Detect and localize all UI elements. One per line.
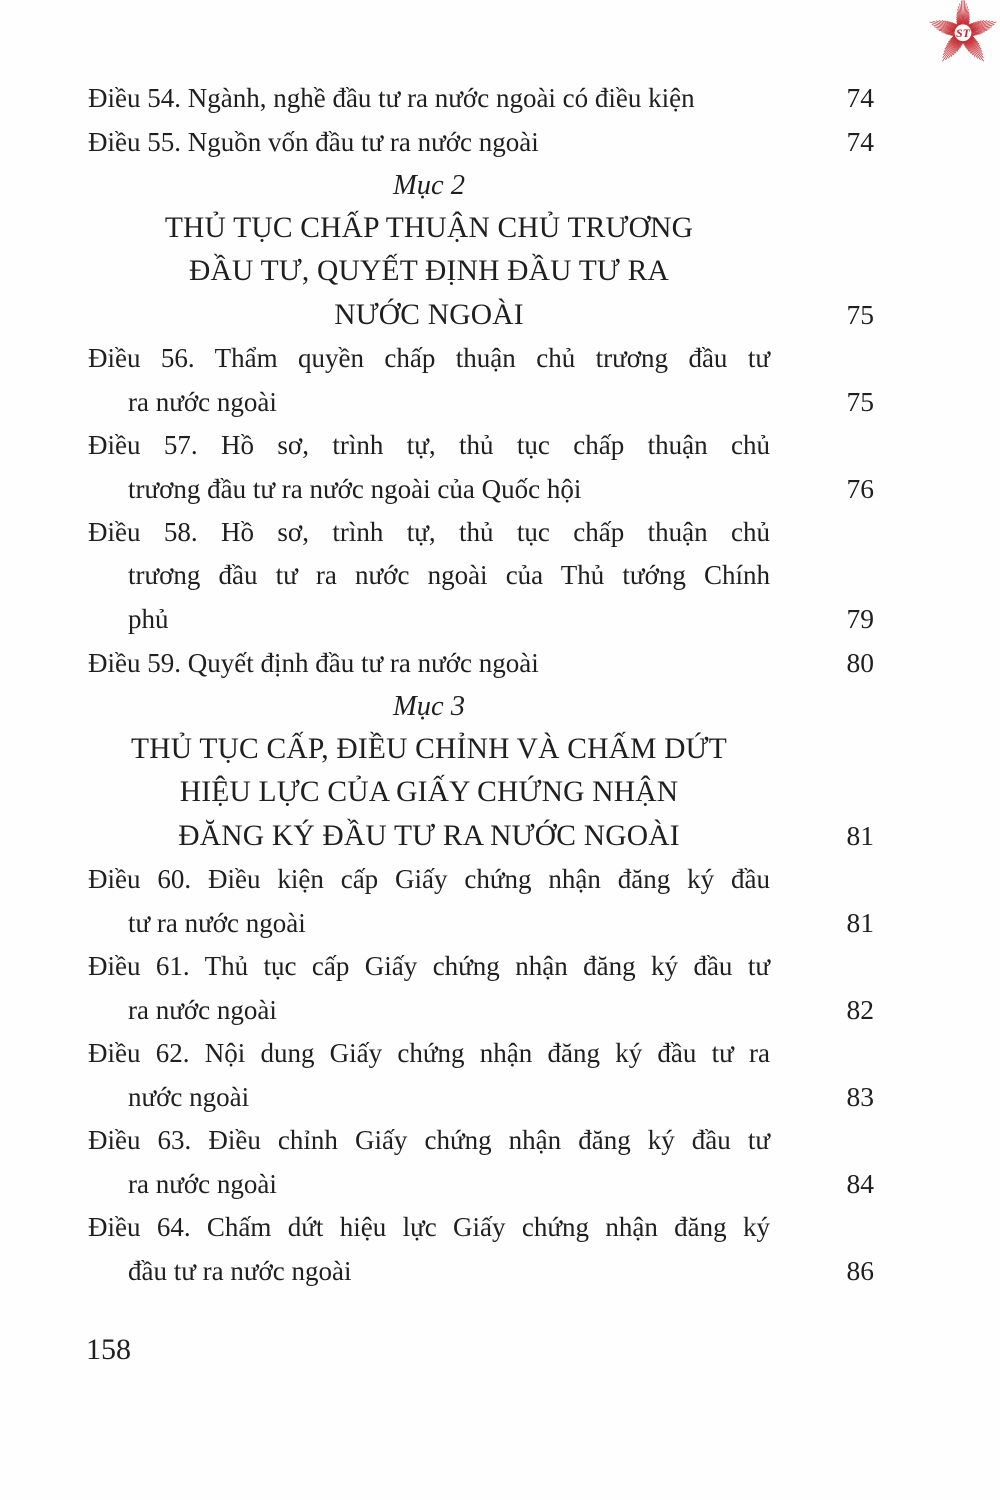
section-title-muc-3-line-1 bbox=[88, 728, 874, 771]
section-label: Mục 3 bbox=[392, 691, 465, 722]
section-title: THỦ TỤC CHẤP THUẬN CHỦ TRƯƠNG bbox=[164, 212, 694, 244]
page-number-folio: 158 bbox=[86, 1333, 131, 1366]
toc-entry-56 bbox=[88, 337, 874, 380]
toc-entry-title: Điều 55. Nguồn vốn đầu tư ra nước ngoài bbox=[88, 127, 539, 157]
toc-entry-title-cont: trương đầu tư ra nước ngoài của Thủ tướng Chính bbox=[128, 560, 770, 590]
toc-entry-pagenum: 84 bbox=[846, 1168, 874, 1199]
toc-entry-title: Điều 61. Thủ tục cấp Giấy chứng nhận đăng ký đầu tư bbox=[88, 951, 770, 981]
toc-entry-title-cont: ra nước ngoài bbox=[128, 995, 277, 1025]
section-title-muc-2-line-2 bbox=[88, 250, 874, 293]
section-label-muc-2 bbox=[88, 164, 874, 207]
toc-entry-64 bbox=[88, 1206, 874, 1249]
section-label-muc-3 bbox=[88, 685, 874, 728]
toc-entry-title-cont: trương đầu tư ra nước ngoài của Quốc hội bbox=[128, 474, 582, 504]
section-title: ĐẦU TƯ, QUYẾT ĐỊNH ĐẦU TƯ RA bbox=[189, 255, 669, 287]
toc-entry-61-cont bbox=[88, 988, 874, 1032]
section-title-muc-2-line-1 bbox=[88, 207, 874, 250]
toc-entry-pagenum: 75 bbox=[846, 386, 874, 417]
toc-entry-title: Điều 57. Hồ sơ, trình tự, thủ tục chấp thuận chủ bbox=[88, 430, 770, 460]
toc-entry-title-cont: ra nước ngoài bbox=[128, 1169, 277, 1199]
toc-entry-pagenum: 86 bbox=[846, 1255, 874, 1286]
section-title: NƯỚC NGOÀI bbox=[334, 299, 524, 331]
toc-entry-62 bbox=[88, 1032, 874, 1075]
toc-entry-title: Điều 58. Hồ sơ, trình tự, thủ tục chấp thuận chủ bbox=[88, 517, 770, 547]
star-burst-emblem-icon bbox=[923, 0, 1000, 76]
toc-entry-title-cont: tư ra nước ngoài bbox=[128, 908, 306, 938]
toc-entry-54 bbox=[88, 76, 874, 120]
toc-entry-64-cont bbox=[88, 1249, 874, 1293]
toc-entry-title-cont: phủ bbox=[128, 604, 169, 634]
toc-entry-57-cont bbox=[88, 467, 874, 511]
toc-entry-pagenum: 81 bbox=[846, 907, 874, 938]
toc-entry-title: Điều 59. Quyết định đầu tư ra nước ngoài bbox=[88, 648, 539, 678]
toc-entry-pagenum: 82 bbox=[846, 994, 874, 1025]
toc-entry-pagenum: 81 bbox=[846, 820, 874, 851]
toc-entry-63-cont bbox=[88, 1162, 874, 1206]
section-title: THỦ TỤC CẤP, ĐIỀU CHỈNH VÀ CHẤM DỨT bbox=[131, 733, 727, 765]
toc-entry-63 bbox=[88, 1119, 874, 1162]
toc-entry-title: Điều 54. Ngành, nghề đầu tư ra nước ngoài có điều kiện bbox=[88, 83, 695, 113]
logo-monogram: ST bbox=[955, 26, 971, 41]
toc-entry-58 bbox=[88, 511, 874, 554]
toc-entry-title-cont: đầu tư ra nước ngoài bbox=[128, 1256, 352, 1286]
toc-entry-55 bbox=[88, 120, 874, 164]
section-title-muc-3-line-2 bbox=[88, 771, 874, 814]
toc-entry-title: Điều 63. Điều chỉnh Giấy chứng nhận đăng ký đầu tư bbox=[88, 1125, 770, 1155]
toc-entry-pagenum: 74 bbox=[846, 126, 874, 157]
section-title-muc-2-line-3 bbox=[88, 293, 874, 337]
toc-entry-title-cont: ra nước ngoài bbox=[128, 387, 277, 417]
toc-entry-pagenum: 83 bbox=[846, 1081, 874, 1112]
toc-entry-title: Điều 62. Nội dung Giấy chứng nhận đăng ký đầu tư ra bbox=[88, 1038, 770, 1068]
toc-entry-pagenum: 79 bbox=[846, 603, 874, 634]
toc-entry-pagenum: 80 bbox=[846, 647, 874, 678]
section-title: HIỆU LỰC CỦA GIẤY CHỨNG NHẬN bbox=[179, 776, 679, 808]
toc-entry-pagenum: 75 bbox=[846, 299, 874, 330]
table-of-contents bbox=[88, 76, 874, 1293]
toc-entry-59 bbox=[88, 641, 874, 685]
toc-entry-57 bbox=[88, 424, 874, 467]
toc-entry-61 bbox=[88, 945, 874, 988]
section-label: Mục 2 bbox=[392, 170, 465, 201]
section-title: ĐĂNG KÝ ĐẦU TƯ RA NƯỚC NGOÀI bbox=[178, 820, 680, 852]
toc-entry-58-cont-1 bbox=[88, 554, 874, 597]
toc-entry-56-cont bbox=[88, 380, 874, 424]
toc-entry-title: Điều 60. Điều kiện cấp Giấy chứng nhận đăng ký đầu bbox=[88, 864, 770, 894]
toc-entry-title: Điều 56. Thẩm quyền chấp thuận chủ trương đầu tư bbox=[88, 343, 770, 373]
toc-entry-pagenum: 74 bbox=[846, 82, 874, 113]
toc-entry-title: Điều 64. Chấm dứt hiệu lực Giấy chứng nhận đăng ký bbox=[88, 1212, 770, 1242]
toc-entry-60-cont bbox=[88, 901, 874, 945]
section-title-muc-3-line-3 bbox=[88, 814, 874, 858]
publisher-logo bbox=[923, 0, 1000, 76]
toc-entry-title-cont: nước ngoài bbox=[128, 1082, 250, 1112]
toc-entry-62-cont bbox=[88, 1075, 874, 1119]
toc-entry-60 bbox=[88, 858, 874, 901]
toc-entry-58-cont-2 bbox=[88, 597, 874, 641]
toc-entry-pagenum: 76 bbox=[846, 473, 874, 504]
